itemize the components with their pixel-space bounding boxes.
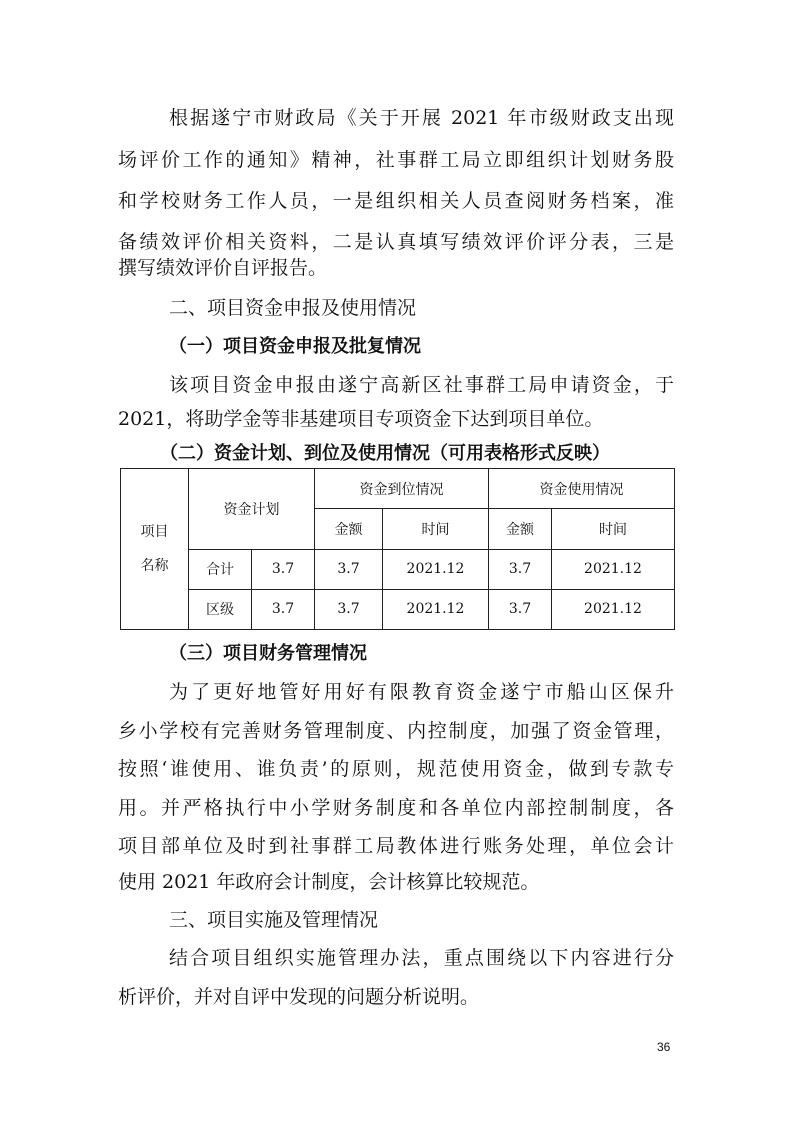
table-row	[121, 589, 675, 629]
usage-time-header: 时间	[552, 509, 675, 549]
plan-header: 资金计划	[189, 469, 315, 550]
arrival-amount: 3.7	[315, 549, 383, 589]
usage-amount-header: 金额	[489, 509, 552, 549]
usage-amount: 3.7	[489, 589, 552, 629]
paragraph-2-line-1: 该项目资金申报由遂宁高新区社事群工局申请资金，于	[169, 374, 674, 396]
section-heading-2: 二、项目资金申报及使用情况	[169, 297, 417, 319]
row-label: 区级	[189, 589, 252, 629]
funding-table	[120, 468, 675, 630]
paragraph-3-line-6: 使用 2021 年政府会计制度，会计核算比较规范。	[118, 871, 540, 893]
plan-amount: 3.7	[252, 589, 315, 629]
usage-amount: 3.7	[489, 549, 552, 589]
arrival-time: 2021.12	[383, 549, 489, 589]
paragraph-1-line-3: 和学校财务工作人员，一是组织相关人员查阅财务档案，准	[118, 190, 674, 212]
paragraph-1-line-2: 场评价工作的通知》精神，社事群工局立即组织计划财务股	[118, 149, 674, 171]
subsection-heading-2-1: （一）项目资金申报及批复情况	[169, 336, 421, 357]
project-name-header: 项目 名称	[121, 469, 189, 630]
paragraph-3-line-1: 为了更好地管好用好有限教育资金遂宁市船山区保升	[169, 681, 674, 703]
section-heading-3: 三、项目实施及管理情况	[169, 909, 379, 931]
arrival-time: 2021.12	[383, 589, 489, 629]
paragraph-3-line-3: 按照‘谁使用、谁负责’的原则，规范使用资金，做到专款专	[118, 758, 674, 780]
table-row	[121, 549, 675, 589]
page-number: 36	[657, 1040, 671, 1054]
paragraph-3-line-2: 乡小学校有完善财务管理制度、内控制度，加强了资金管理，	[118, 720, 674, 742]
paragraph-4-line-2: 析评价，并对自评中发现的问题分析说明。	[118, 986, 480, 1008]
paragraph-1-line-4: 备绩效评价相关资料，二是认真填写绩效评价评分表，三是	[118, 231, 674, 253]
usage-time: 2021.12	[552, 549, 675, 589]
paragraph-1-line-1: 根据遂宁市财政局《关于开展 2021 年市级财政支出现	[169, 107, 674, 129]
paragraph-4-line-1: 结合项目组织实施管理办法，重点围绕以下内容进行分	[169, 947, 674, 969]
arrival-time-header: 时间	[383, 509, 489, 549]
paragraph-3-line-4: 用。并严格执行中小学财务制度和各单位内部控制制度，各	[118, 797, 674, 819]
plan-amount: 3.7	[252, 549, 315, 589]
usage-time: 2021.12	[552, 589, 675, 629]
paragraph-2-line-2: 2021，将助学金等非基建项目专项资金下达到项目单位。	[118, 408, 604, 430]
paragraph-3-line-5: 项目部单位及时到社事群工局教体进行账务处理，单位会计	[118, 835, 674, 857]
paragraph-1-line-5: 撰写绩效评价自评报告。	[118, 257, 328, 279]
row-label: 合计	[189, 549, 252, 589]
subsection-heading-2-2: （二）资金计划、到位及使用情况（可用表格形式反映）	[160, 443, 610, 464]
arrival-amount-header: 金额	[315, 509, 383, 549]
arrival-amount: 3.7	[315, 589, 383, 629]
subsection-heading-2-3: （三）项目财务管理情况	[169, 643, 367, 664]
usage-header: 资金使用情况	[489, 469, 675, 509]
arrival-header: 资金到位情况	[315, 469, 489, 509]
